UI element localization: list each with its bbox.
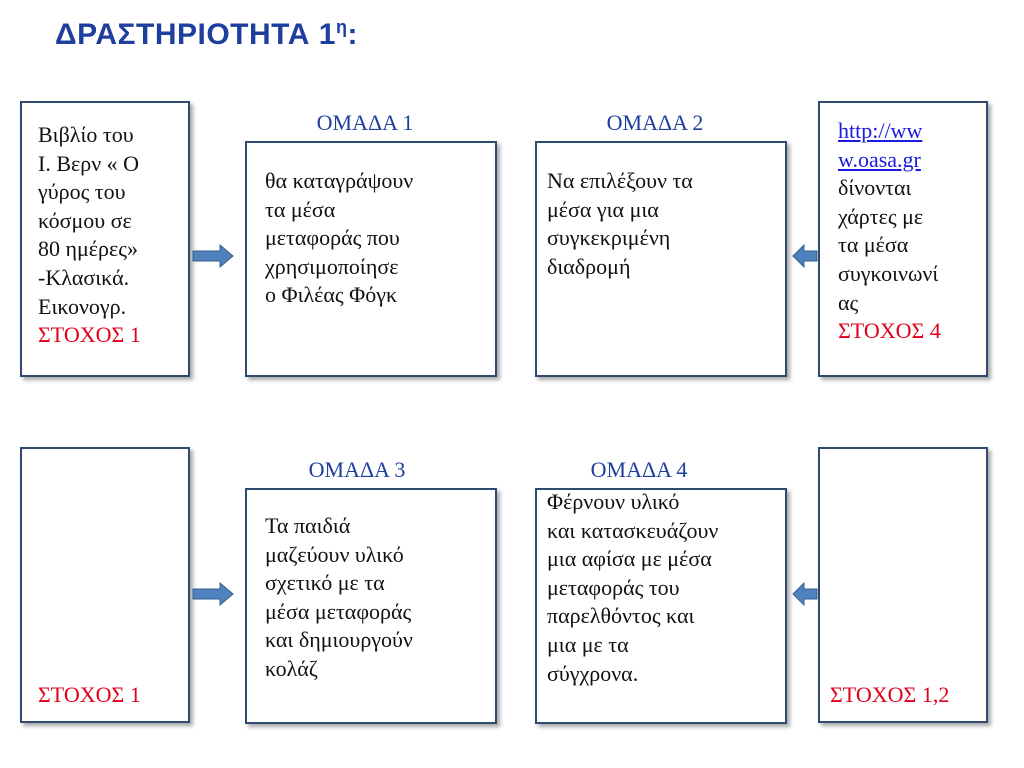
group-2-text-line: συγκεκριμένη [547,225,671,251]
group-2-label: ΟΜΑΔΑ 2 [606,110,704,135]
book-text-line: κόσμου σε [38,207,132,233]
group-1-text-line: ο Φιλέας Φόγκ [265,282,398,308]
group-4-text-line: μεταφοράς του [547,574,680,600]
book-box [20,101,190,377]
group-3-text-line: κολάζ [265,655,318,681]
title-superscript: η [335,17,348,37]
group-3-text-line: σχετικό με τα [265,570,385,596]
arrow-right-icon [192,582,234,606]
goal-label: ΣΤΟΧΟΣ 4 [838,318,941,344]
oasa-text-line: δίνονται [838,175,912,201]
goal-label: ΣΤΟΧΟΣ 1,2 [830,682,950,707]
title-text: ΔΡΑΣΤΗΡΙΟΤΗΤΑ 1 [55,18,336,51]
book-text-line: Ι. Βερν « Ο [38,150,140,176]
arrow-right-icon [192,244,234,268]
group-3-label: ΟΜΑΔΑ 3 [308,457,406,482]
group-1-text-line: χρησιμοποίησε [265,253,399,279]
goal-label: ΣΤΟΧΟΣ 1 [38,682,141,707]
oasa-box [818,101,988,377]
oasa-text-line: τα μέσα [838,232,909,258]
book-text-line: Εικονογρ. [38,293,127,319]
group-4-text-line: μια αφίσα με μέσα [547,546,712,572]
oasa-text-line: συγκοινωνί [838,260,939,286]
oasa-text-line: ας [838,289,859,315]
book-text-line: γύρος του [38,179,126,205]
goal-label: ΣΤΟΧΟΣ 1 [38,322,141,348]
right-goal-box [818,447,988,723]
oasa-text-line: χάρτες με [838,203,924,229]
group-3-text-line: Τα παιδιά [265,513,351,538]
group-4-text-line: και κατασκευάζουν [547,517,719,543]
left-goal-box [20,447,190,723]
group-4-text-line: παρελθόντος και [547,603,695,629]
oasa-link[interactable]: w.oasa.gr [838,146,921,172]
page-title [55,18,358,52]
oasa-link[interactable]: http://ww [838,118,923,143]
group-3-box [245,488,497,724]
group-4-label: ΟΜΑΔΑ 4 [590,457,688,482]
group-4-box [535,488,787,724]
group-3-text-line: μέσα μεταφοράς [265,598,412,624]
book-text-line: -Κλασικά. [38,264,130,290]
group-2-text-line: Να επιλέξουν τα [547,168,693,193]
group-1-label: ΟΜΑΔΑ 1 [316,110,414,135]
group-2-text-line: διαδρομή [547,253,631,279]
book-text-line: Βιβλίο του [38,122,134,147]
title-suffix: : [347,18,358,51]
group-2-text-line: μέσα για μια [547,196,659,222]
group-1-box [245,141,497,377]
group-3-text-line: μαζεύουν υλικό [265,541,404,567]
group-1-text-line: μεταφοράς που [265,225,400,251]
group-4-text-line: Φέρνουν υλικό [547,489,680,514]
group-1-text-line: θα καταγράψουν [265,168,414,193]
group-2-box [535,141,787,377]
group-4-text-line: μια με τα [547,631,629,657]
group-1-text-line: τα μέσα [265,196,336,222]
arrow-left-icon [792,244,818,268]
book-text-line: 80 ημέρες» [38,236,138,262]
group-4-text-line: σύγχρονα. [547,660,639,686]
group-3-text-line: και δημιουργούν [265,627,413,653]
arrow-left-icon [792,582,818,606]
